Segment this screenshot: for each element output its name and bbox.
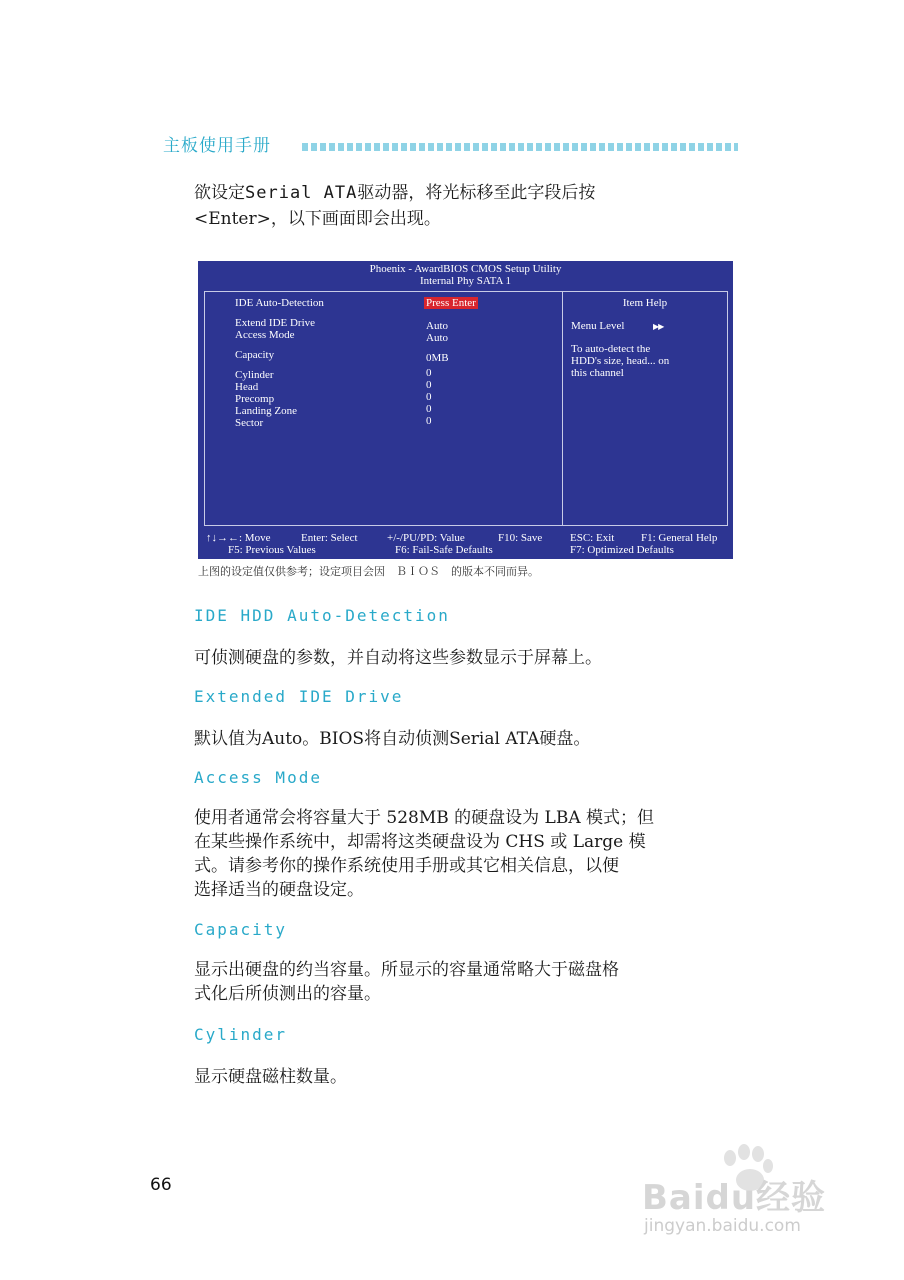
- bios-value-precomp: 0: [426, 391, 432, 403]
- footer-general-help: F1: General Help: [641, 532, 718, 544]
- section-heading-ide-hdd-auto-detection: IDE HDD Auto-Detection: [194, 606, 450, 625]
- body-line: 默认值为Auto。BIOS将自动侦测Serial ATA硬盘。: [194, 729, 591, 749]
- body-line: 在某些操作系统中，却需将这类硬盘设为 CHS 或 Large 模: [194, 832, 646, 852]
- page-number: 66: [150, 1175, 172, 1195]
- bios-item-access-mode[interactable]: Access Mode: [235, 329, 295, 341]
- footer-save: F10: Save: [498, 532, 543, 544]
- bios-frame: [204, 291, 728, 526]
- footer-move: ↑↓→←: Move: [206, 532, 271, 544]
- item-help-title: Item Help: [622, 297, 668, 309]
- bios-value-extend-ide-drive[interactable]: Auto: [426, 320, 448, 332]
- baidu-url: jingyan.baidu.com: [644, 1216, 801, 1236]
- section-heading-capacity: Capacity: [194, 920, 288, 939]
- bios-item-landing-zone: Landing Zone: [235, 405, 298, 417]
- bios-item-precomp: Precomp: [235, 393, 275, 405]
- bios-value-cylinder: 0: [426, 367, 432, 379]
- menu-level-arrows-icon: ▶▶: [653, 322, 664, 331]
- intro-line-1-pre: 欲设定: [194, 183, 245, 203]
- menu-level-label: Menu Level: [571, 320, 625, 332]
- bios-item-cylinder: Cylinder: [235, 369, 274, 381]
- baidu-watermark: [638, 1140, 858, 1260]
- help-text-line-2: HDD's size, head... on: [571, 355, 670, 367]
- section-body-extended-ide-drive: [194, 727, 734, 751]
- body-line: 显示硬盘磁柱数量。: [194, 1067, 347, 1087]
- bios-title: [198, 263, 733, 287]
- bios-item-ide-auto-detection[interactable]: IDE Auto-Detection: [235, 297, 324, 309]
- section-heading-extended-ide-drive: Extended IDE Drive: [194, 687, 404, 706]
- bios-value-head: 0: [426, 379, 432, 391]
- intro-line-1: [194, 180, 739, 206]
- intro-line-1-post: 驱动器，将光标移至此字段后按: [357, 183, 596, 203]
- bios-item-sector: Sector: [235, 417, 264, 429]
- section-heading-cylinder: Cylinder: [194, 1025, 288, 1044]
- footer-exit: ESC: Exit: [570, 532, 615, 544]
- section-body-ide-hdd-auto-detection: [194, 646, 734, 670]
- header-dotted-rule: [302, 143, 738, 151]
- body-line: 选择适当的硬盘设定。: [194, 880, 364, 900]
- footer-value: +/-/PU/PD: Value: [387, 532, 465, 544]
- bios-title-line: Phoenix - AwardBIOS CMOS Setup Utility: [369, 263, 562, 275]
- intro-line-2: <Enter>，以下画面即会出现。: [194, 209, 441, 229]
- bios-screenshot: [198, 261, 733, 559]
- body-line: 式化后所侦测出的容量。: [194, 984, 381, 1004]
- section-body-capacity: [194, 958, 734, 1006]
- bios-item-head: Head: [235, 381, 259, 393]
- figure-caption: 上图的设定值仅供参考；设定项目会因 ＢＩＯＳ 的版本不同而异。: [198, 565, 539, 578]
- intro-line-1-serial-ata: Serial ATA: [245, 183, 358, 203]
- section-heading-access-mode: Access Mode: [194, 768, 322, 787]
- intro-paragraph: [194, 180, 739, 232]
- bios-value-landing-zone: 0: [426, 403, 432, 415]
- bios-value-capacity: 0MB: [426, 352, 449, 364]
- help-text-line-1: To auto-detect the: [571, 343, 651, 355]
- bios-value-sector: 0: [426, 415, 432, 427]
- footer-select: Enter: Select: [301, 532, 358, 544]
- body-line: 使用者通常会将容量大于 528MB 的硬盘设为 LBA 模式；但: [194, 808, 655, 828]
- header-title: 主板使用手册: [163, 136, 271, 156]
- footer-failsafe-defaults: F6: Fail-Safe Defaults: [395, 544, 493, 556]
- baidu-logo-text: Baidu经验: [642, 1178, 827, 1218]
- footer-optimized-defaults: F7: Optimized Defaults: [570, 544, 674, 556]
- bios-value-ide-auto-detection[interactable]: Press Enter: [426, 297, 476, 309]
- section-body-access-mode: [194, 806, 734, 902]
- section-body-cylinder: [194, 1065, 734, 1089]
- body-line: 式。请参考你的操作系统使用手册或其它相关信息，以便: [194, 856, 619, 876]
- bios-item-capacity: Capacity: [235, 349, 275, 361]
- bios-subtitle-line: Internal Phy SATA 1: [419, 275, 512, 287]
- bios-value-access-mode[interactable]: Auto: [426, 332, 448, 344]
- bios-item-extend-ide-drive[interactable]: Extend IDE Drive: [235, 317, 316, 329]
- bios-divider: [562, 292, 563, 525]
- footer-previous-values: F5: Previous Values: [228, 544, 316, 556]
- body-line: 可侦测硬盘的参数，并自动将这些参数显示于屏幕上。: [194, 648, 602, 668]
- help-text-line-3: this channel: [571, 367, 624, 379]
- body-line: 显示出硬盘的约当容量。所显示的容量通常略大于磁盘格: [194, 960, 619, 980]
